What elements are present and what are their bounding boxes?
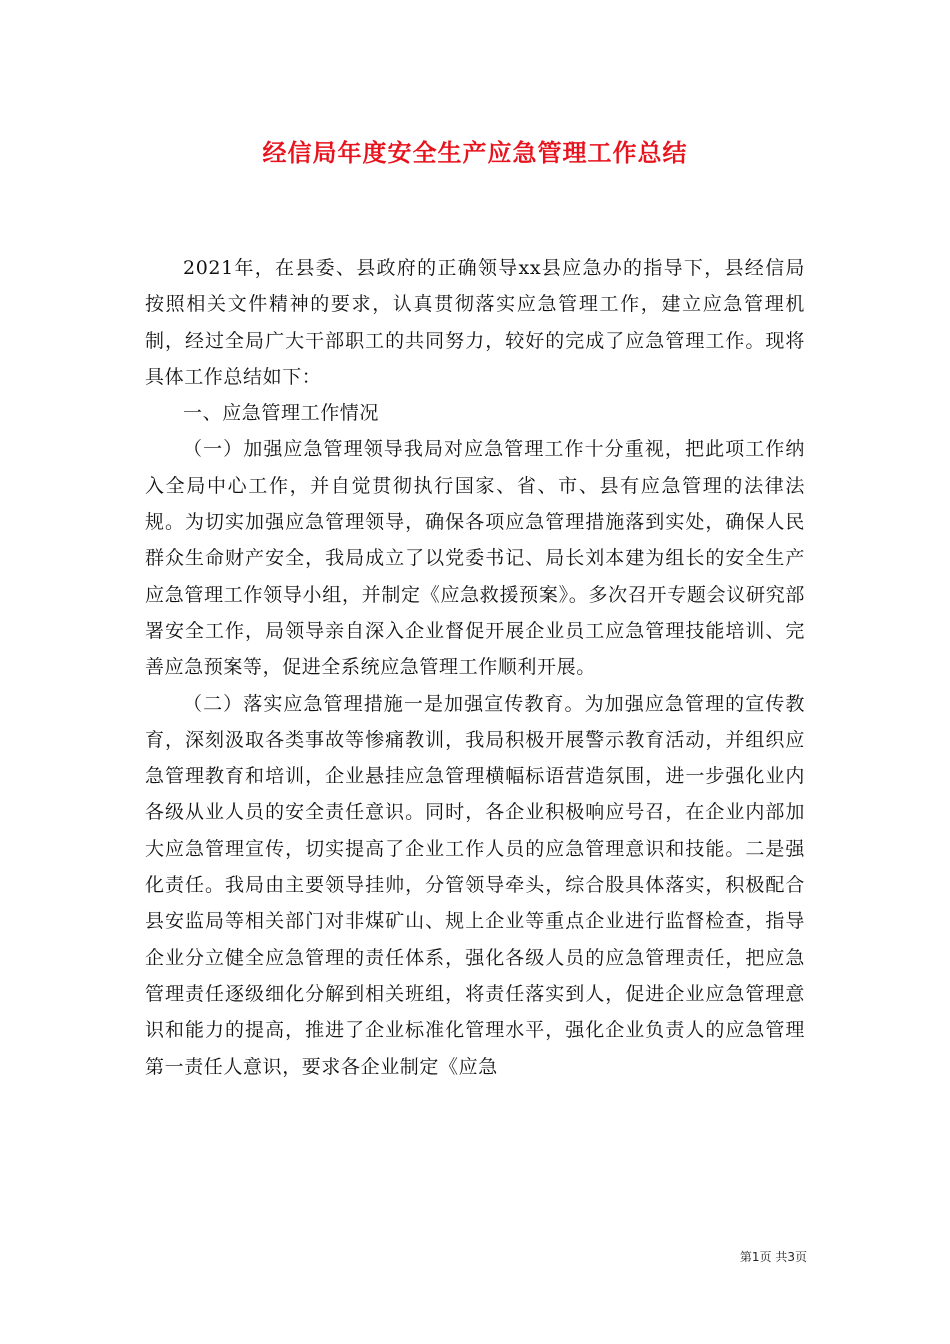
subsection-1-paragraph: （一）加强应急管理领导我局对应急管理工作十分重视，把此项工作纳入全局中心工作，并自觉贯彻执行国家、省、市、县有应急管理的法律法规。为切实加强应急管理领导，确保各项应急管理措施落到实处，确保人民群众生命财产安全，我局成立了以党委书记、局长刘本建为组长的安全生产应急管理工作领导小组，并制定《应急救援预案》。多次召开专题会议研究部署安全工作，局领导亲自深入企业督促开展企业员工应急管理技能培训、完善应急预案等，促进全系统应急管理工作顺利开展。 [145, 438, 805, 679]
document-body [145, 250, 805, 1085]
document-title: 经信局年度安全生产应急管理工作总结 [262, 139, 688, 167]
section-heading: 一、应急管理工作情况 [183, 402, 380, 425]
page-number: 第1页 共3页 [739, 1250, 807, 1264]
subsection-2-paragraph: （二）落实应急管理措施一是加强宣传教育。为加强应急管理的宣传教育，深刻汲取各类事故等惨痛教训，我局积极开展警示教育活动，并组织应急管理教育和培训，企业悬挂应急管理横幅标语营造氛围，进一步强化业内各级从业人员的安全责任意识。同时，各企业积极响应号召，在企业内部加大应急管理宣传，切实提高了企业工作人员的应急管理意识和技能。二是强化责任。我局由主要领导挂帅，分管领导牵头，综合股具体落实，积极配合县安监局等相关部门对非煤矿山、规上企业等重点企业进行监督检查，指导企业分立健全应急管理的责任体系，强化各级人员的应急管理责任，把应急管理责任逐级细化分解到相关班组，将责任落实到人，促进企业应急管理意识和能力的提高，推进了企业标准化管理水平，强化企业负责人的应急管理第一责任人意识，要求各企业制定《应急 [145, 692, 805, 1078]
intro-paragraph: 2021年，在县委、县政府的正确领导xx县应急办的指导下，县经信局按照相关文件精神的要求，认真贯彻落实应急管理工作，建立应急管理机制，经过全局广大干部职工的共同努力，较好的完成了应急管理工作。现将具体工作总结如下： [145, 257, 805, 388]
